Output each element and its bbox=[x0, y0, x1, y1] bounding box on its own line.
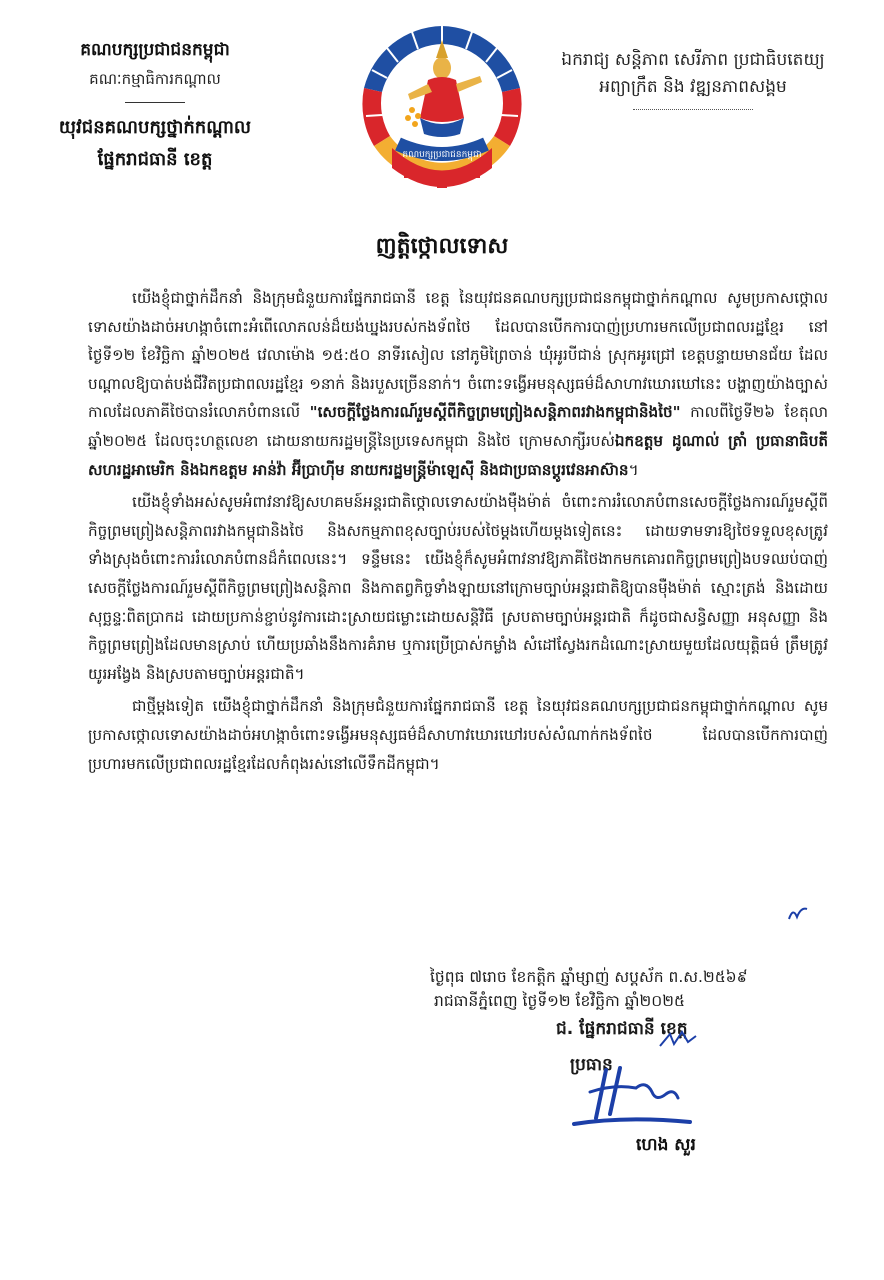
motto-line-1: ឯករាជ្យ សន្តិភាព សេរីភាព ប្រជាធិបតេយ្យ bbox=[561, 50, 825, 70]
kingdom-motto bbox=[538, 50, 848, 110]
signer-role: ប្រធាន bbox=[570, 1055, 613, 1075]
party-header bbox=[30, 40, 280, 171]
committee-name: គណៈកម្មាធិការកណ្តាល bbox=[89, 70, 221, 89]
body-paragraph-2: យើងខ្ញុំទាំងអស់សូមអំពាវនាវឱ្យសហគមន៍អន្តរជាតិថ្កោលទោសយ៉ាងម៉ឺងម៉ាត់ ចំពោះការរំលោភបំពានសេចក្តីថ្លែងការណ៍រួមស្តីពីកិច្ចព្រមព្រៀងសន្តិភាពរវាងកម្ពុជានិងថៃ និងសកម្មភាពខុសច្បាប់របស់ថៃម្តងហើយម្តងទៀតនេះ ដោយទាមទារឱ្យថៃទទួលខុសត្រូវទាំងស្រុងចំពោះការរំលោភបំពានដ៏កំពេលនេះ។ ទន្ទឹមនេះ យើងខ្ញុំក៏សូមអំពាវនាវឱ្យភាគីថៃងាកមកគោរពកិច្ចព្រមព្រៀងបទឈប់បាញ់ សេចក្តីថ្លែងការណ៍រួមស្តីពីកិច្ចព្រមព្រៀងសន្តិភាព និងកាតព្វកិច្ចទាំងឡាយនៅក្រោមច្បាប់អន្តរជាតិឱ្យបានម៉ឺងម៉ាត់ ស្មោះត្រង់ និងដោយសុច្ឆន្ទៈពិតប្រាកដ ដោយប្រកាន់ខ្ជាប់នូវការដោះស្រាយជម្លោះដោយសន្តិវិធី ស្របតាមច្បាប់អន្តរជាតិ ក៏ដូចជាសន្ធិសញ្ញា អនុសញ្ញា និងកិច្ចព្រមព្រៀងដែលមានស្រាប់ ហើយប្រឆាំងនឹងការគំរាម ឬការប្រើប្រាស់កម្លាំង សំដៅស្វែងរកដំណោះស្រាយមួយដែលយុត្តិធម៌ ត្រឹមត្រូវ យូរអង្វែង និងស្របតាមច្បាប់អន្តរជាតិ។ bbox=[88, 493, 828, 683]
document-body bbox=[88, 284, 828, 782]
motto-divider bbox=[633, 109, 753, 110]
place-date: រាជធានីភ្នំពេញ ថ្ងៃទី១២ ខែវិច្ឆិកា ឆ្នាំ២០២៥ bbox=[434, 992, 685, 1010]
lunar-date: ថ្ងៃពុធ ៧រោច ខែកត្តិក ឆ្នាំម្សាញ់ សប្តស័ក ព.ស.២៥៦៩ bbox=[430, 968, 748, 986]
p1-statement-title: "សេចក្តីថ្លែងការណ៍រួមស្តីពីកិច្ចព្រមព្រៀងសន្តិភាពរវាងកម្ពុជានិងថៃ" bbox=[309, 403, 681, 422]
logo-caption: គណបក្សប្រជាជនកម្ពុជា bbox=[402, 150, 482, 160]
motto-line-2: អព្យាក្រឹត និង វឌ្ឍនភាពសង្គម bbox=[599, 77, 787, 98]
handwritten-signature bbox=[566, 1062, 696, 1132]
signer-name: ហេង សួរ bbox=[636, 1135, 696, 1155]
party-name: គណបក្សប្រជាជនកម្ពុជា bbox=[80, 40, 230, 60]
youth-wing-name: យុវជនគណបក្សថ្នាក់កណ្តាល bbox=[58, 117, 252, 139]
initial-mark-icon bbox=[658, 1028, 698, 1052]
on-behalf-of: ជ. ផ្នែករាជធានី ខេត្ត bbox=[556, 1019, 688, 1039]
body-paragraph-1 bbox=[88, 284, 828, 484]
p1-text-e: ។ bbox=[628, 460, 639, 479]
document-title: ញត្តិថ្កោលទោស bbox=[375, 234, 509, 259]
party-logo bbox=[352, 18, 532, 198]
closing-block bbox=[430, 965, 850, 1077]
p1-text-c: កាលពីថ្ងៃទី២៦ ខែតុលា ឆ្នាំ២០២៥ ដែលចុះហត្ថលេខា ដោយនាយករដ្ឋមន្ត្រីនៃប្រទេសកម្ពុជា និងថៃ ក្រោមសាក្សីរបស់ bbox=[88, 403, 829, 450]
p1-text-a: យើងខ្ញុំជាថ្នាក់ដឹកនាំ និងក្រុមជំនួយការផ្នែករាជធានី ខេត្ត នៃយុវជនគណបក្សប្រជាជនកម្ពុជាថ្នាក់កណ្តាល សូមប្រកាសថ្កោលទោសយ៉ាងដាច់អហង្កាចំពោះអំពើលោភលន់ដ៏យង់ឃ្នងរបស់កងទ័ពថៃ ដែលបានបើកការបាញ់ប្រហារមកលើប្រជាពលរដ្ឋខ្មែរ នៅថ្ងៃទី១២ ខែវិច្ឆិកា ឆ្នាំ២០២៥ វេលាម៉ោង ១៥:៥០ នាទីរសៀល នៅភូមិព្រៃចាន់ ឃុំអូរបីជាន់ ស្រុកអូរជ្រៅ ខេត្តបន្ទាយមានជ័យ ដែលបណ្តាលឱ្យបាត់បង់ជីវិតប្រជាពលរដ្ឋខ្មែរ ១នាក់ និងរបួសច្រើននាក់។ ចំពោះទង្វើអមនុស្សធម៌ដ៏សាហាវឃោរឃៅនេះ បង្ហាញយ៉ាងច្បាស់កាលដែលភាគីថៃបានរំលោភបំពានលើ bbox=[88, 289, 828, 422]
body-paragraph-3: ជាថ្មីម្តងទៀត យើងខ្ញុំជាថ្នាក់ដឹកនាំ និងក្រុមជំនួយការផ្នែករាជធានី ខេត្ត នៃយុវជនគណបក្សប្រជាជនកម្ពុជាថ្នាក់កណ្តាល សូមប្រកាសថ្កោលទោសយ៉ាងដាច់អហង្កាចំពោះទង្វើអមនុស្សធម៌ដ៏សាហាវឃោរឃៅរបស់សំណាក់កងទ័ពថៃ ដែលបានបើកការបាញ់ប្រហារមកលើប្រជាពលរដ្ឋខ្មែរដែលកំពុងរស់នៅលើទឹកដីកម្ពុជា។ bbox=[88, 697, 828, 773]
p1-witnesses: ឯកឧត្តម ដូណាល់ ត្រាំ ប្រធានាធិបតីសហរដ្ឋអាមេរិក និងឯកឧត្តម អាន់វ៉ា អ៊ីប្រាហ៊ីម នាយករដ្ឋមន្ត្រីម៉ាឡេស៊ី និងជាប្រធានប្តូរវេនអាស៊ាន bbox=[88, 431, 828, 479]
header-divider bbox=[125, 102, 185, 103]
end-mark-icon bbox=[787, 905, 809, 923]
branch-name: ផ្នែករាជធានី ខេត្ត bbox=[97, 148, 213, 170]
